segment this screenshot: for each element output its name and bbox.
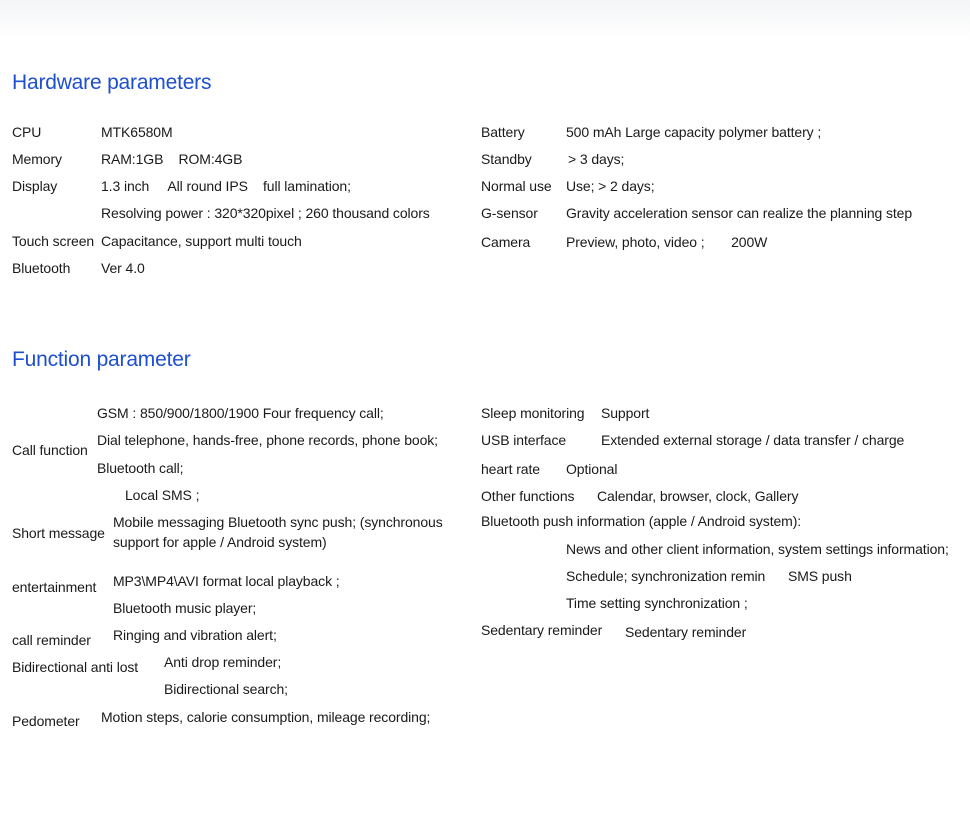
touch-value: Capacitance, support multi touch: [101, 233, 302, 249]
antilost-drop: Anti drop reminder;: [164, 654, 282, 670]
function-heading: Function parameter: [12, 348, 191, 371]
call-label: Call function: [12, 442, 88, 458]
heart-rate-label: heart rate: [481, 461, 540, 477]
bt-push-schedule: Schedule; synchronization remin SMS push: [566, 568, 852, 584]
normal-use-value: Use; > 2 days;: [566, 178, 655, 194]
sleep-value: Support: [601, 405, 650, 421]
standby-label: Standby: [481, 151, 532, 167]
heart-rate-value: Optional: [566, 461, 618, 477]
bt-push-time: Time setting synchronization ;: [566, 595, 748, 611]
memory-value: RAM:1GB ROM:4GB: [101, 151, 243, 167]
battery-value: 500 mAh Large capacity polymer battery ;: [566, 124, 822, 140]
sms-sync-1: Mobile messaging Bluetooth sync push; (synchronous: [113, 514, 443, 530]
bluetooth-value: Ver 4.0: [101, 260, 145, 276]
standby-value: > 3 days;: [568, 151, 625, 167]
camera-label: Camera: [481, 234, 531, 250]
bluetooth-label: Bluetooth: [12, 260, 71, 276]
sms-local: Local SMS ;: [125, 487, 200, 503]
bt-push-news: News and other client information, system settings information;: [566, 541, 949, 557]
sms-sync-2: support for apple / Android system): [113, 534, 327, 550]
entertainment-music: Bluetooth music player;: [113, 600, 257, 616]
top-shade: [0, 0, 970, 40]
sms-label: Short message: [12, 525, 105, 541]
call-dial: Dial telephone, hands-free, phone records, phone book;: [97, 432, 438, 448]
call-gsm: GSM : 850/900/1800/1900 Four frequency call;: [97, 405, 384, 421]
pedometer-value: Motion steps, calorie consumption, mileage recording;: [101, 709, 431, 725]
reminder-label: call reminder: [12, 632, 91, 648]
other-functions-value: Calendar, browser, clock, Gallery: [597, 488, 799, 504]
sedentary-label: Sedentary reminder: [481, 622, 603, 638]
entertainment-playback: MP3\MP4\AVI format local playback ;: [113, 573, 340, 589]
other-functions-label: Other functions: [481, 488, 575, 504]
entertainment-label: entertainment: [12, 579, 97, 595]
usb-label: USB interface: [481, 432, 567, 448]
cpu-label: CPU: [12, 124, 42, 140]
gsensor-value: Gravity acceleration sensor can realize the planning step: [566, 205, 913, 221]
sleep-label: Sleep monitoring: [481, 405, 585, 421]
bt-push-label: Bluetooth push information (apple / Android system):: [481, 513, 802, 529]
pedometer-label: Pedometer: [12, 713, 80, 729]
sedentary-value: Sedentary reminder: [625, 624, 747, 640]
reminder-value: Ringing and vibration alert;: [113, 627, 277, 643]
display-value: 1.3 inch All round IPS full lamination;: [101, 178, 351, 194]
battery-label: Battery: [481, 124, 525, 140]
cpu-value: MTK6580M: [101, 124, 173, 140]
touch-label: Touch screen: [12, 233, 95, 249]
antilost-search: Bidirectional search;: [164, 681, 288, 697]
antilost-label: Bidirectional anti lost: [12, 659, 139, 675]
hardware-heading: Hardware parameters: [12, 71, 212, 94]
call-bluetooth: Bluetooth call;: [97, 460, 184, 476]
display-resolution: Resolving power : 320*320pixel ; 260 thousand colors: [101, 205, 430, 221]
memory-label: Memory: [12, 151, 62, 167]
gsensor-label: G-sensor: [481, 205, 538, 221]
display-label: Display: [12, 178, 58, 194]
camera-value: Preview, photo, video ; 200W: [566, 234, 768, 250]
usb-value: Extended external storage / data transfer / charge: [601, 432, 905, 448]
normal-use-label: Normal use: [481, 178, 552, 194]
